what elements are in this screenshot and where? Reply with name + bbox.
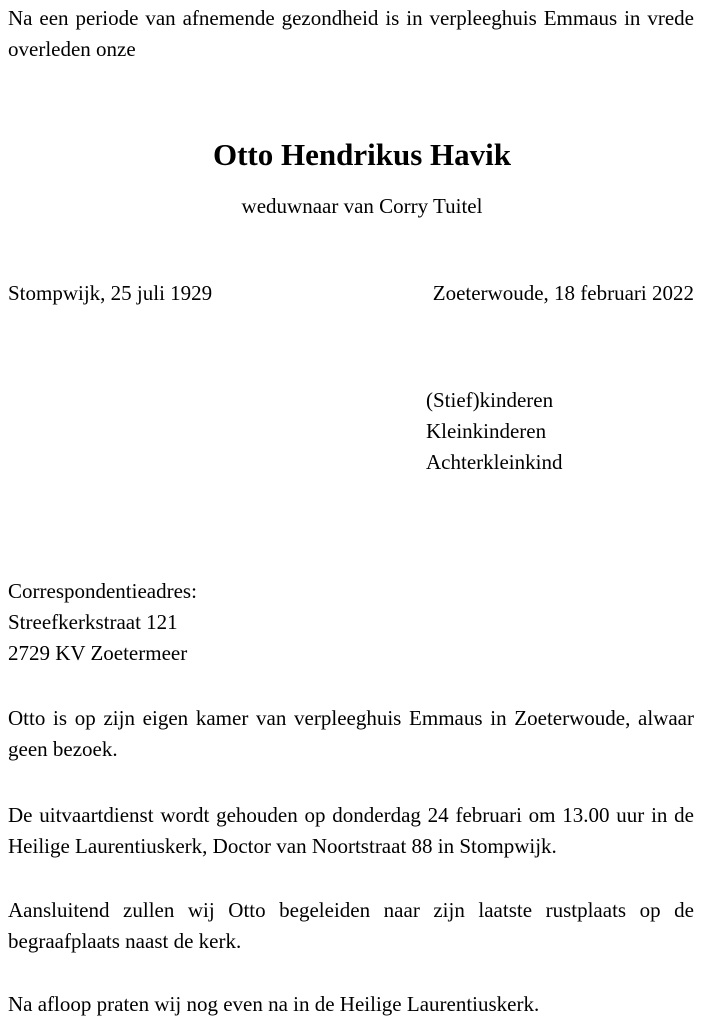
correspondence-address: [8, 576, 694, 669]
address-city: 2729 KV Zoetermeer: [8, 641, 188, 665]
deceased-name: Otto Hendrikus Havik: [213, 137, 511, 172]
service-paragraph: De uitvaartdienst wordt gehouden op donderdag 24 februari om 13.00 uur in de Heilige Laurentiuskerk, Doctor van Noortstraat 88 in Stompwijk.: [8, 803, 694, 858]
after-paragraph: Na afloop praten wij nog even na in de Heilige Laurentiuskerk.: [8, 992, 540, 1016]
address-label: Correspondentieadres:: [8, 579, 197, 603]
room-paragraph: Otto is op zijn eigen kamer van verpleeghuis Emmaus in Zoeterwoude, alwaar geen bezoek.: [8, 706, 694, 761]
family-item: (Stief)kinderen: [426, 388, 554, 412]
widower-of-text: weduwnaar van Corry Tuitel: [241, 194, 483, 218]
family-item: Achterkleinkind: [426, 450, 563, 474]
family-list: [426, 385, 562, 478]
family-item: Kleinkinderen: [426, 419, 547, 443]
burial-paragraph: Aansluitend zullen wij Otto begeleiden naar zijn laatste rustplaats op de begraafplaats naast de kerk.: [8, 898, 694, 953]
address-street: Streefkerkstraat 121: [8, 610, 178, 634]
death-date: Zoeterwoude, 18 februari 2022: [432, 281, 694, 305]
birth-date: Stompwijk, 25 juli 1929: [8, 281, 213, 305]
intro-text: Na een periode van afnemende gezondheid is in verpleeghuis Emmaus in vrede overleden onze: [8, 6, 694, 61]
life-dates: [8, 278, 694, 309]
